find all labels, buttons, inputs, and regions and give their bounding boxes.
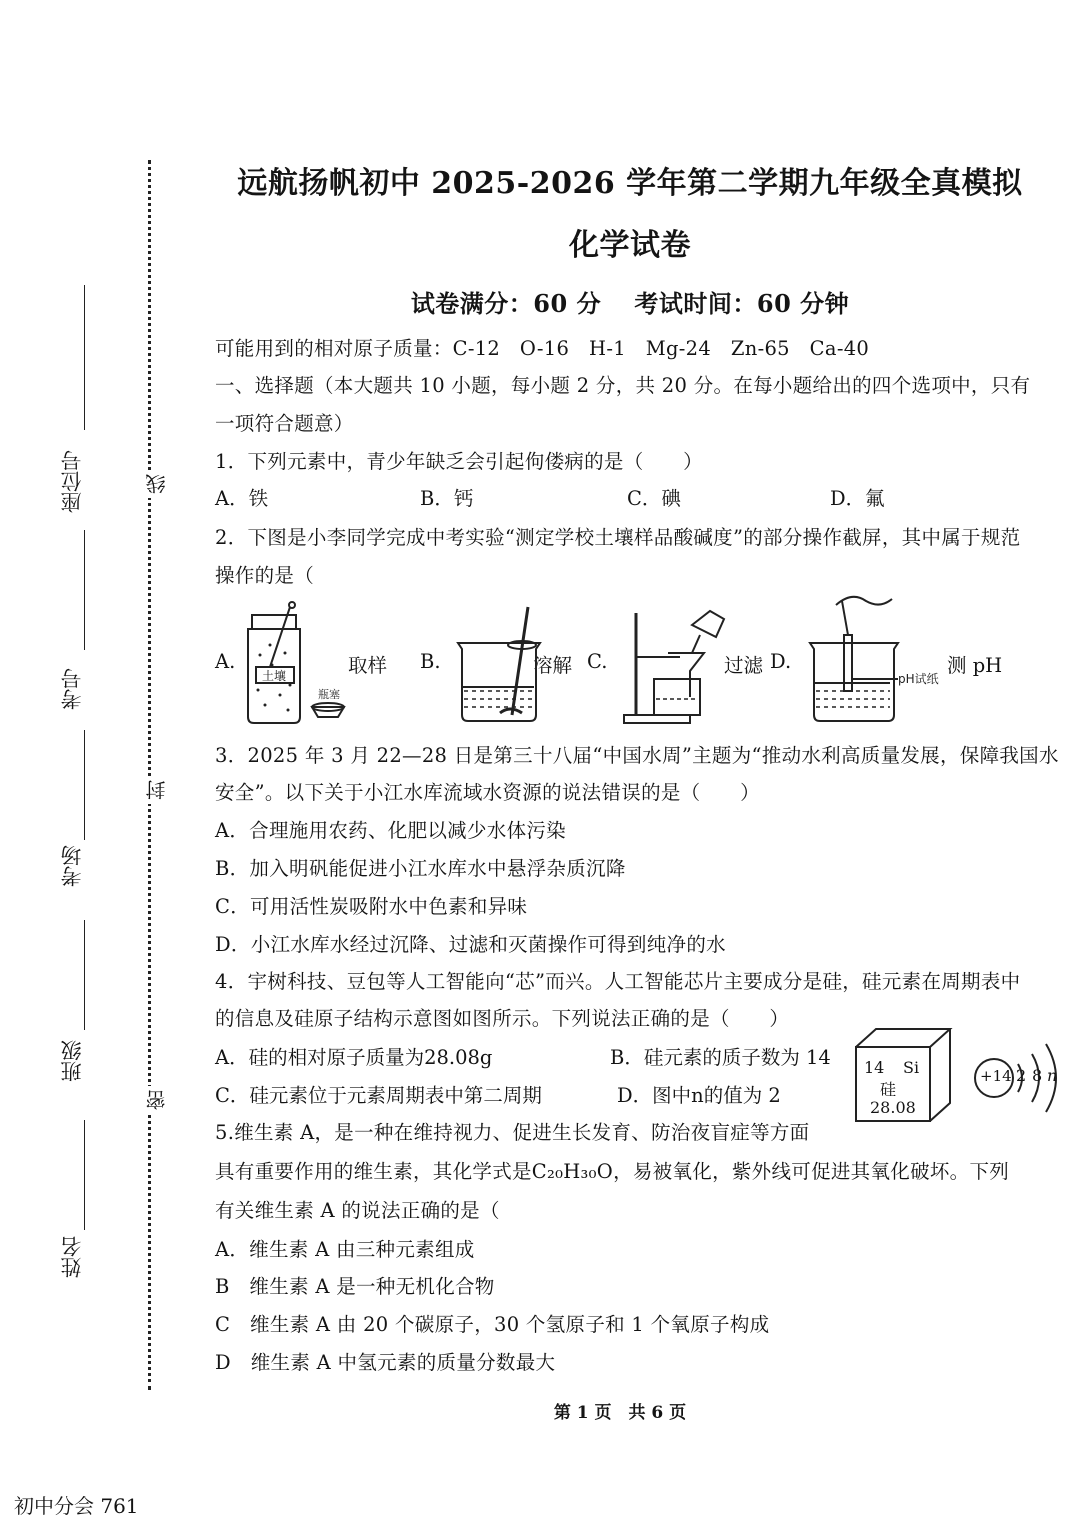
q5-option-a: A．维生素 A 由三种元素组成 xyxy=(215,1238,475,1261)
section1-heading-line2: 一项符合题意） xyxy=(215,412,354,435)
atom-shell-3: n xyxy=(1047,1066,1058,1085)
q4-option-c: C．硅元素位于元素周期表中第二周期 xyxy=(215,1084,542,1107)
class-line xyxy=(84,920,85,1030)
q3-stem-line2: 安全”。以下关于小江水库流域水资源的说法错误的是（ ） xyxy=(215,781,760,804)
filter-stand-figure xyxy=(624,611,724,723)
exam-number-label: 考号 xyxy=(60,668,84,710)
q3-stem-line1: 3．2025 年 3 月 22—28 日是第三十八届“中国水周”主题为“推动水利高质量发展，保障我国水 xyxy=(215,744,1059,767)
seal-word-secret: 密 xyxy=(142,1086,171,1114)
section1-heading-line1: 一、选择题（本大题共 10 小题，每小题 2 分，共 20 分。在每小题给出的四个选项中，只有 xyxy=(215,374,1031,397)
ph-test-figure xyxy=(810,597,898,721)
watermark: 初中分会 761 xyxy=(14,1494,139,1518)
q1-option-a: A．铁 xyxy=(215,487,269,510)
q5-stem-line2: 具有重要作用的维生素，其化学式是C₂₀H₃₀O，易被氧化，紫外线可促进其氧化破坏。下列 xyxy=(215,1160,1010,1183)
q5-option-b: B 维生素 A 是一种无机化合物 xyxy=(215,1275,495,1298)
q2-letter-a: A. xyxy=(215,650,236,673)
ph-paper-label: pH试纸 xyxy=(898,672,939,686)
q5-stem-line3: 有关维生素 A 的说法正确的是（ xyxy=(215,1199,500,1222)
atomic-masses: 可能用到的相对原子质量：C-12 O-16 H-1 Mg-24 Zn-65 Ca-40 xyxy=(215,337,870,360)
q4-stem-line1: 4．宇树科技、豆包等人工智能向“芯”而兴。人工智能芯片主要成分是硅，硅元素在周期表中 xyxy=(215,970,1021,993)
element-symbol: Si xyxy=(903,1058,920,1077)
soil-label: 土壤 xyxy=(262,669,287,683)
q2-letter-d: D. xyxy=(770,650,792,673)
element-number: 14 xyxy=(864,1058,885,1077)
dissolve-beaker-figure xyxy=(458,607,540,721)
atom-shell-1: 2 xyxy=(1016,1066,1027,1085)
name-line xyxy=(84,1120,85,1230)
q2-stem-line2: 操作的是（ xyxy=(215,564,315,587)
q3-option-c: C．可用活性炭吸附水中色素和异味 xyxy=(215,895,528,918)
exam-room-label: 考场 xyxy=(60,845,84,887)
q2-letter-c: C. xyxy=(587,650,608,673)
q2-stem-line1: 2．下图是小李同学完成中考实验“测定学校土壤样品酸碱度”的部分操作截屏，其中属于规范 xyxy=(215,526,1021,549)
q2-letter-b: B. xyxy=(420,650,441,673)
q1-option-d: D．氟 xyxy=(830,487,885,510)
score-and-time: 试卷满分：60 分 考试时间：60 分钟 xyxy=(410,289,850,318)
q5-option-c: C 维生素 A 由 20 个碳原子，30 个氢原子和 1 个氧原子构成 xyxy=(215,1313,770,1336)
q5-option-d: D 维生素 A 中氢元素的质量分数最大 xyxy=(215,1351,556,1374)
q3-option-a: A．合理施用农药、化肥以减少水体污染 xyxy=(215,819,566,842)
q4-stem-line2: 的信息及硅原子结构示意图如图所示。下列说法正确的是（ ） xyxy=(215,1007,790,1030)
stopper-label: 瓶塞 xyxy=(318,688,340,701)
q3-option-b: B．加入明矾能促进小江水库水中悬浮杂质沉降 xyxy=(215,857,626,880)
exam-room-line xyxy=(84,730,85,840)
q4-option-a: A．硅的相对原子质量为28.08g xyxy=(215,1046,493,1069)
seal-word-line: 线 xyxy=(142,470,171,498)
name-label: 姓名 xyxy=(60,1236,84,1278)
q2-figures xyxy=(230,595,950,730)
page-number: 第 1 页 共 6 页 xyxy=(553,1403,687,1423)
seal-dotted-line xyxy=(148,160,151,1390)
q3-option-d: D．小江水库水经过沉降、过滤和灭菌操作可得到纯净的水 xyxy=(215,933,726,956)
exam-title-line2: 化学试卷 xyxy=(569,228,691,263)
q2-label-d: 测 pH xyxy=(947,654,1003,677)
q2-label-a: 取样 xyxy=(348,654,388,677)
q4-option-b: B．硅元素的质子数为 14 xyxy=(610,1046,831,1069)
element-name: 硅 xyxy=(880,1080,897,1099)
exam-title-line1: 远航扬帆初中 2025-2026 学年第二学期九年级全真模拟 xyxy=(237,166,1023,201)
atom-nucleus: +14 xyxy=(980,1067,1012,1085)
q4-option-d: D．图中n的值为 2 xyxy=(617,1084,781,1107)
q1-option-b: B．钙 xyxy=(420,487,474,510)
q2-label-c: 过滤 xyxy=(724,654,764,677)
exam-number-line xyxy=(84,530,85,650)
q5-stem-line1: 5.维生素 A，是一种在维持视力、促进生长发育、防治夜盲症等方面 xyxy=(215,1121,810,1144)
q1-option-c: C．碘 xyxy=(627,487,681,510)
seat-number-label: 座位号 xyxy=(60,450,84,513)
q1-stem: 1．下列元素中，青少年缺乏会引起佝偻病的是（ ） xyxy=(215,450,703,473)
atom-shell-2: 8 xyxy=(1032,1066,1043,1085)
class-label: 班级 xyxy=(60,1040,84,1082)
element-mass: 28.08 xyxy=(870,1098,916,1117)
q2-label-b: 溶解 xyxy=(533,654,573,677)
seal-word-seal: 封 xyxy=(142,776,171,804)
soil-jar-figure xyxy=(248,602,344,723)
